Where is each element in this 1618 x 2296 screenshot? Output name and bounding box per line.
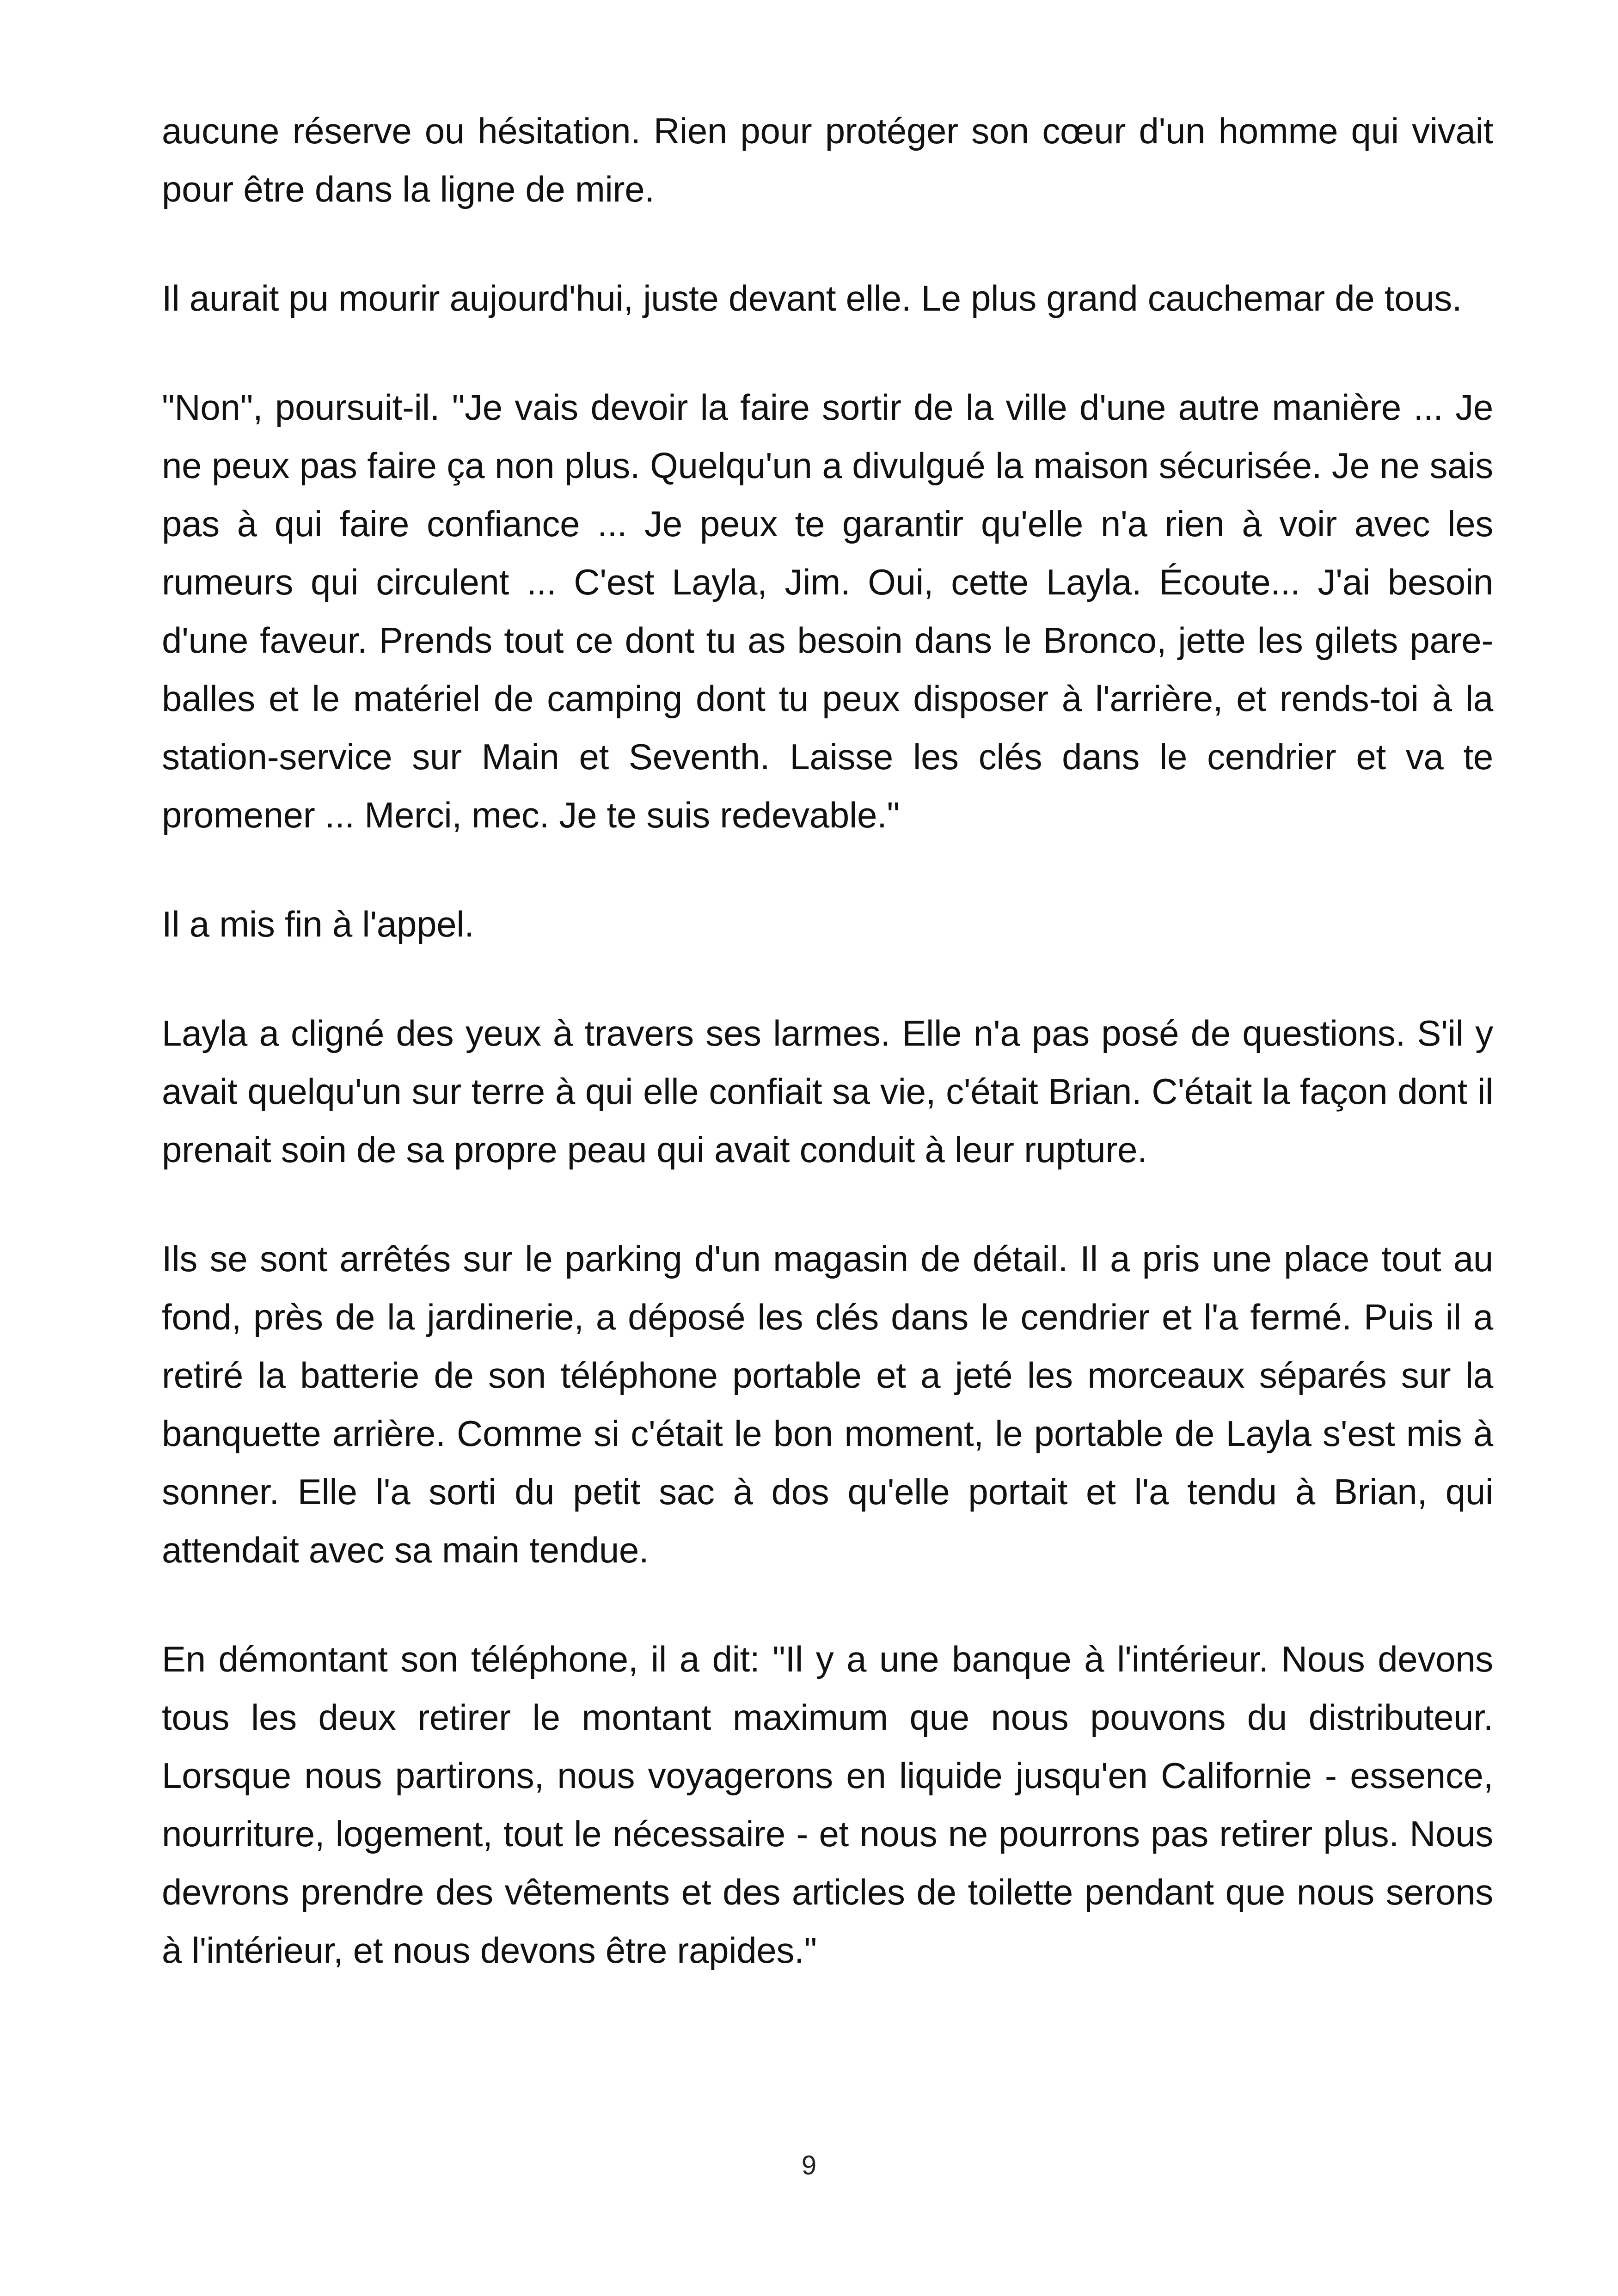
paragraph-6: Ils se sont arrêtés sur le parking d'un magasin de détail. Il a pris une place tout au fond, près de la jardinerie, a déposé les clés dans le cendrier et l'a fermé. Puis il a retiré la batterie de son téléphone portable et a jeté les morceaux séparés sur la banquette arrière. Comme si c'était le bon moment, le portable de Layla s'est mis à sonner. Elle l'a sorti du petit sac à dos qu'elle portait et l'a tendu à Brian, qui attendait avec sa main tendue.	[162, 1238, 1493, 1570]
paragraph-4: Il a mis fin à l'appel.	[162, 904, 474, 944]
paragraph-2: Il aurait pu mourir aujourd'hui, juste devant elle. Le plus grand cauchemar de tous.	[162, 278, 1462, 318]
paragraph-7: En démontant son téléphone, il a dit: "Il y a une banque à l'intérieur. Nous devons tous les deux retirer le montant maximum que nous pouvons du distributeur. Lorsque nous partirons, nous voyagerons en liquide jusqu'en Californie - essence, nourriture, logement, tout le nécessaire - et nous ne pourrons pas retirer plus. Nous devrons prendre des vêtements et des articles de toilette pendant que nous serons à l'intérieur, et nous devons être rapides."	[162, 1639, 1493, 1971]
paragraph-1: aucune réserve ou hésitation. Rien pour protéger son cœur d'un homme qui vivait pour être dans la ligne de mire.	[162, 110, 1493, 209]
page-number: 9	[801, 2150, 817, 2180]
paragraph-5: Layla a cligné des yeux à travers ses larmes. Elle n'a pas posé de questions. S'il y avait quelqu'un sur terre à qui elle confiait sa vie, c'était Brian. C'était la façon dont il prenait soin de sa propre peau qui avait conduit à leur rupture.	[162, 1013, 1493, 1170]
paragraph-3: "Non", poursuit-il. "Je vais devoir la faire sortir de la ville d'une autre manière ... Je ne peux pas faire ça non plus. Quelqu'un a divulgué la maison sécurisée. Je ne sais pas à qui faire confiance ... Je peux te garantir qu'elle n'a rien à voir avec les rumeurs qui circulent ... C'est Layla, Jim. Oui, cette Layla. Écoute... J'ai besoin d'une faveur. Prends tout ce dont tu as besoin dans le Bronco, jette les gilets pare-balles et le matériel de camping dont tu peux disposer à l'arrière, et rends-toi à la station-service sur Main et Seventh. Laisse les clés dans le cendrier et va te promener ... Merci, mec. Je te suis redevable."	[162, 387, 1493, 835]
document-page	[162, 102, 1493, 2030]
